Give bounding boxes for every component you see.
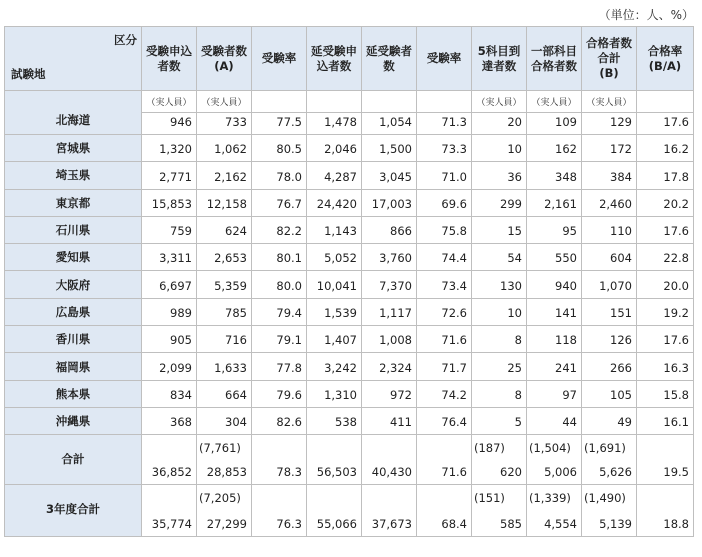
table-cell [417,435,472,485]
actual-count-note: (187) [474,441,505,456]
unit-note: （単位：人、%） [598,8,694,22]
table-cell: 80.1 [252,244,307,271]
table-cell: 6,697 [142,271,197,298]
table-cell: 20.2 [637,189,694,216]
table-cell: 151 [582,298,637,325]
exam-results-table [4,26,694,537]
table-cell: 241 [527,353,582,380]
table-cell: 550 [527,244,582,271]
table-cell: 130 [472,271,527,298]
table-cell: 1,070 [582,271,637,298]
table-cell [362,485,417,537]
table-cell [307,485,362,537]
table-cell: 71.0 [417,162,472,189]
table-cell: 77.8 [252,353,307,380]
table-cell: 10 [472,135,527,162]
table-cell: 15 [472,216,527,243]
table-cell: 76.7 [252,189,307,216]
sub-note-cell [362,91,417,113]
sub-note-cell [252,91,307,113]
cell-value: 37,673 [371,517,412,532]
table-cell: 17.6 [637,326,694,353]
table-cell: 73.3 [417,135,472,162]
table-cell: 604 [582,244,637,271]
table-cell: 82.2 [252,216,307,243]
table-cell: 384 [582,162,637,189]
row-header: 香川県 [5,326,142,353]
col-header: 合格者数 合計 (B) [582,27,637,91]
table-cell: 172 [582,135,637,162]
table-cell [197,485,252,537]
sub-note-cell: （実人員） [527,91,582,113]
table-cell: 1,320 [142,135,197,162]
table-row [5,216,694,243]
table-cell: 15.8 [637,380,694,407]
table-body [5,91,694,537]
table-cell: 10 [472,298,527,325]
table-cell: 2,771 [142,162,197,189]
table-cell: 17.6 [637,216,694,243]
table-cell: 304 [197,407,252,434]
sub-note-cell: （実人員） [582,91,637,113]
table-cell: 36 [472,162,527,189]
table-cell: 3,242 [307,353,362,380]
table-cell: 989 [142,298,197,325]
table-cell: 17.8 [637,162,694,189]
table-cell: 44 [527,407,582,434]
table-cell: 141 [527,298,582,325]
table-row [5,162,694,189]
cell-value: 5,006 [544,465,577,480]
table-cell [637,435,694,485]
table-row [5,407,694,434]
table-cell: 97 [527,380,582,407]
corner-label-exam-site: 試験地 [11,67,46,81]
col-header: 延受験申 込者数 [307,27,362,91]
table-cell: 16.2 [637,135,694,162]
table-cell: 69.6 [417,189,472,216]
table-cell [582,435,637,485]
col-header: 一部科目 合格者数 [527,27,582,91]
table-cell: 10,041 [307,271,362,298]
table-cell: 4,287 [307,162,362,189]
table-cell: 538 [307,407,362,434]
table-cell: 129 [582,113,637,135]
table-cell: 76.4 [417,407,472,434]
sub-note-cell: （実人員） [197,91,252,113]
cell-value: 27,299 [206,517,247,532]
table-cell: 79.4 [252,298,307,325]
actual-count-note: (7,205) [199,491,241,506]
table-cell: 82.6 [252,407,307,434]
sub-note-cell [637,91,694,113]
table-cell: 1,633 [197,353,252,380]
row-header: 3年度合計 [5,485,142,537]
table-cell [252,485,307,537]
table-cell [472,435,527,485]
table-cell: 79.1 [252,326,307,353]
cell-value: 19.5 [663,465,689,480]
col-header: 5科目到 達者数 [472,27,527,91]
row-header: 宮城県 [5,135,142,162]
col-header: 延受験者 数 [362,27,417,91]
table-cell [417,485,472,537]
table-cell: 411 [362,407,417,434]
table-cell: 105 [582,380,637,407]
table-cell: 266 [582,353,637,380]
cell-value: 4,554 [544,517,577,532]
table-cell: 19.2 [637,298,694,325]
table-cell: 2,162 [197,162,252,189]
table-cell: 2,099 [142,353,197,380]
table-cell: 54 [472,244,527,271]
col-header: 合格率 (B/A) [637,27,694,91]
sub-note-cell [307,91,362,113]
table-cell: 299 [472,189,527,216]
table-cell: 2,161 [527,189,582,216]
table-cell: 1,500 [362,135,417,162]
cell-value: 78.3 [276,465,302,480]
table-cell: 20.0 [637,271,694,298]
table-cell [142,435,197,485]
corner-cell [5,27,142,91]
prev-year-total-row [5,485,694,537]
table-cell [362,435,417,485]
table-cell: 5,052 [307,244,362,271]
table-row [5,353,694,380]
table-cell [252,435,307,485]
table-cell: 759 [142,216,197,243]
table-cell: 972 [362,380,417,407]
table-cell: 17.6 [637,113,694,135]
table-cell [637,485,694,537]
table-row [5,189,694,216]
table-cell: 109 [527,113,582,135]
row-header: 石川県 [5,216,142,243]
table-cell: 1,062 [197,135,252,162]
cell-value: 18.8 [663,517,689,532]
cell-value: 5,626 [599,465,632,480]
header-row [5,27,694,91]
table-cell: 905 [142,326,197,353]
row-header: 福岡県 [5,353,142,380]
table-cell [472,485,527,537]
table-cell: 1,117 [362,298,417,325]
table-row [5,298,694,325]
row-header: 埼玉県 [5,162,142,189]
table-cell: 1,310 [307,380,362,407]
table-cell: 73.4 [417,271,472,298]
cell-value: 35,774 [151,517,192,532]
table-row [5,380,694,407]
table-cell: 1,407 [307,326,362,353]
table-cell: 1,054 [362,113,417,135]
table-cell [527,485,582,537]
table-row [5,244,694,271]
cell-value: 68.4 [441,517,467,532]
table-cell: 624 [197,216,252,243]
actual-count-note: (1,691) [584,441,626,456]
table-cell: 162 [527,135,582,162]
table-cell: 733 [197,113,252,135]
table-cell: 80.0 [252,271,307,298]
table-cell: 8 [472,380,527,407]
table-cell: 1,008 [362,326,417,353]
table-cell: 80.5 [252,135,307,162]
table-cell: 2,653 [197,244,252,271]
col-header: 受験率 [252,27,307,91]
table-cell: 22.8 [637,244,694,271]
table-cell: 7,370 [362,271,417,298]
table-cell: 1,478 [307,113,362,135]
sub-note-row [5,91,694,113]
table-cell: 24,420 [307,189,362,216]
table-cell: 785 [197,298,252,325]
table-cell: 72.6 [417,298,472,325]
col-header: 受験率 [417,27,472,91]
table-row [5,271,694,298]
corner-label-category: 区分 [114,33,137,47]
row-header: 愛知県 [5,244,142,271]
row-header: 熊本県 [5,380,142,407]
table-cell: 71.7 [417,353,472,380]
cell-value: 40,430 [371,465,412,480]
table-cell: 946 [142,113,197,135]
table-cell: 716 [197,326,252,353]
table-cell: 74.2 [417,380,472,407]
cell-value: 620 [500,465,522,480]
table-cell: 20 [472,113,527,135]
table-cell: 77.5 [252,113,307,135]
col-header: 受験申込 者数 [142,27,197,91]
table-cell: 78.0 [252,162,307,189]
row-header: 合計 [5,435,142,485]
row-header: 北海道 [5,91,142,135]
cell-value: 56,503 [316,465,357,480]
table-cell: 368 [142,407,197,434]
col-header: 受験者数 (A) [197,27,252,91]
table-cell: 866 [362,216,417,243]
table-cell: 3,311 [142,244,197,271]
cell-value: 71.6 [441,465,467,480]
table-cell: 118 [527,326,582,353]
table-cell: 75.8 [417,216,472,243]
table-cell: 71.3 [417,113,472,135]
table-cell [582,485,637,537]
table-cell: 79.6 [252,380,307,407]
table-cell: 17,003 [362,189,417,216]
table-cell: 3,045 [362,162,417,189]
table-cell: 16.1 [637,407,694,434]
table-cell [527,435,582,485]
table-row [5,135,694,162]
cell-value: 55,066 [316,517,357,532]
table-cell: 126 [582,326,637,353]
actual-count-note: (1,490) [584,491,626,506]
sub-note-cell: （実人員） [142,91,197,113]
actual-count-note: (1,339) [529,491,571,506]
table-cell: 940 [527,271,582,298]
cell-value: 36,852 [151,465,192,480]
table-cell: 74.4 [417,244,472,271]
table-cell [142,485,197,537]
table-cell: 49 [582,407,637,434]
actual-count-note: (7,761) [199,441,241,456]
table-cell: 110 [582,216,637,243]
row-header: 沖縄県 [5,407,142,434]
cell-value: 76.3 [276,517,302,532]
table-cell: 5,359 [197,271,252,298]
row-header: 東京都 [5,189,142,216]
table-cell: 12,158 [197,189,252,216]
table-cell [197,435,252,485]
table-cell: 16.3 [637,353,694,380]
table-cell: 348 [527,162,582,189]
table-cell: 2,460 [582,189,637,216]
table-cell: 1,143 [307,216,362,243]
table-cell: 8 [472,326,527,353]
cell-value: 28,853 [206,465,247,480]
table-cell: 1,539 [307,298,362,325]
table-cell: 834 [142,380,197,407]
total-row [5,435,694,485]
table-cell: 3,760 [362,244,417,271]
table-cell: 664 [197,380,252,407]
sub-note-cell: （実人員） [472,91,527,113]
table-cell: 2,046 [307,135,362,162]
table-cell: 71.6 [417,326,472,353]
row-header: 広島県 [5,298,142,325]
table-row [5,326,694,353]
cell-value: 5,139 [599,517,632,532]
table-cell: 5 [472,407,527,434]
table-cell: 25 [472,353,527,380]
table-cell: 2,324 [362,353,417,380]
table-cell [307,435,362,485]
sub-note-cell [417,91,472,113]
cell-value: 585 [500,517,522,532]
table-cell: 15,853 [142,189,197,216]
actual-count-note: (151) [474,491,505,506]
table-cell: 95 [527,216,582,243]
row-header: 大阪府 [5,271,142,298]
actual-count-note: (1,504) [529,441,571,456]
